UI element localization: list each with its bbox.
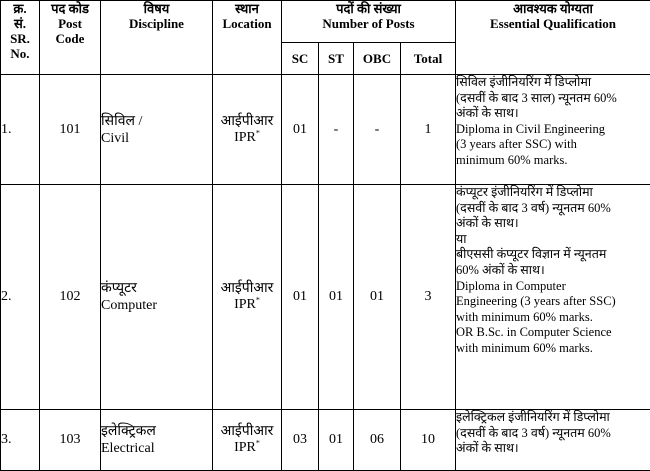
header-qualification <box>456 1 650 75</box>
header-sr-line: SR. <box>1 31 39 46</box>
post-code-cell: 103 <box>40 410 101 471</box>
location-cell <box>213 75 282 185</box>
qualification-line: minimum 60% marks. <box>456 153 650 169</box>
discipline-line: Civil <box>101 130 212 147</box>
st-count-cell: 01 <box>319 185 354 410</box>
sr-number-cell: 3. <box>1 410 40 471</box>
qualification-line: अंकों के साथ। <box>456 441 650 457</box>
qualification-line: 60% अंकों के साथ। <box>456 263 650 279</box>
sr-number-cell: 1. <box>1 75 40 185</box>
qualification-line: OR B.Sc. in Computer Science <box>456 325 650 341</box>
location-hindi: आईपीआर <box>213 114 281 130</box>
st-count-cell: - <box>319 75 354 185</box>
post-code-cell: 101 <box>40 75 101 185</box>
qualification-line: with minimum 60% marks. <box>456 310 650 326</box>
obc-count-cell: 01 <box>354 185 401 410</box>
qualification-line: Diploma in Computer <box>456 279 650 295</box>
header-post-code <box>40 1 101 75</box>
location-code: IPR <box>234 297 256 312</box>
header-sr-line: क्र. <box>1 1 39 16</box>
header-sr-line: No. <box>1 46 39 61</box>
sc-count-cell: 01 <box>282 185 319 410</box>
header-st: ST <box>319 43 354 75</box>
qualification-line: (दसवीं के बाद 3 वर्ष) न्यूनतम 60% <box>456 426 650 442</box>
discipline-line: Electrical <box>101 440 212 457</box>
qualification-line: इलेक्ट्रिकल इंजीनियरिंग में डिप्लोमा <box>456 410 650 426</box>
location-code: IPR <box>234 440 256 455</box>
header-obc: OBC <box>354 43 401 75</box>
header-number-of-posts <box>282 1 456 43</box>
header-qualification-line: आवश्यक योग्यता <box>456 1 650 16</box>
qualification-cell <box>456 185 650 410</box>
header-total: Total <box>401 43 456 75</box>
total-count-cell: 10 <box>401 410 456 471</box>
header-sr-line: सं. <box>1 16 39 31</box>
header-post-code-line: पद कोड <box>40 1 100 16</box>
header-location-line: स्थान <box>213 1 281 16</box>
sc-count-cell: 01 <box>282 75 319 185</box>
qualification-line: अंकों के साथ। <box>456 216 650 232</box>
qualification-line: Diploma in Civil Engineering <box>456 122 650 138</box>
sr-number-cell: 2. <box>1 185 40 410</box>
qualification-line: (दसवीं के बाद 3 साल) न्यूनतम 60% <box>456 91 650 107</box>
total-count-cell: 1 <box>401 75 456 185</box>
qualification-line: (3 years after SSC) with <box>456 137 650 153</box>
discipline-line: इलेक्ट्रिकल <box>101 423 212 440</box>
table-body <box>1 75 650 471</box>
qualification-cell <box>456 75 650 185</box>
st-count-cell: 01 <box>319 410 354 471</box>
location-cell <box>213 185 282 410</box>
qualification-line: या <box>456 232 650 248</box>
header-sc: SC <box>282 43 319 75</box>
location-hindi: आईपीआर <box>213 281 281 297</box>
discipline-cell <box>101 75 213 185</box>
location-english <box>213 297 281 313</box>
qualification-line: Engineering (3 years after SSC) <box>456 294 650 310</box>
qualification-line: अंकों के साथ। <box>456 106 650 122</box>
discipline-line: कंप्यूटर <box>101 280 212 297</box>
table-row <box>1 410 650 471</box>
discipline-cell <box>101 410 213 471</box>
discipline-line: Computer <box>101 297 212 314</box>
header-discipline-line: विषय <box>101 1 212 16</box>
discipline-line: सिविल / <box>101 113 212 130</box>
location-english <box>213 440 281 456</box>
qualification-cell <box>456 410 650 471</box>
header-sr-no <box>1 1 40 75</box>
obc-count-cell: 06 <box>354 410 401 471</box>
header-qualification-line: Essential Qualification <box>456 16 650 31</box>
obc-count-cell: - <box>354 75 401 185</box>
header-number-of-posts-line: पदों की संख्या <box>282 1 455 16</box>
location-code: IPR <box>234 130 256 145</box>
table-row <box>1 185 650 410</box>
qualification-line: सिविल इंजीनियरिंग में डिप्लोमा <box>456 75 650 91</box>
qualification-line: बीएससी कंप्यूटर विज्ञान में न्यूनतम <box>456 247 650 263</box>
location-cell <box>213 410 282 471</box>
qualification-line: with minimum 60% marks. <box>456 341 650 357</box>
location-footnote-mark: * <box>256 128 260 137</box>
location-footnote-mark: * <box>256 295 260 304</box>
qualification-line: (दसवीं के बाद 3 वर्ष) न्यूनतम 60% <box>456 201 650 217</box>
table-row <box>1 75 650 185</box>
header-location <box>213 1 282 75</box>
header-post-code-line: Post <box>40 16 100 31</box>
header-number-of-posts-line: Number of Posts <box>282 16 455 31</box>
header-discipline <box>101 1 213 75</box>
total-count-cell: 3 <box>401 185 456 410</box>
post-code-cell: 102 <box>40 185 101 410</box>
discipline-cell <box>101 185 213 410</box>
qualification-line: कंप्यूटर इंजीनियरिंग में डिप्लोमा <box>456 185 650 201</box>
location-hindi: आईपीआर <box>213 424 281 440</box>
location-footnote-mark: * <box>256 438 260 447</box>
location-english <box>213 130 281 146</box>
header-post-code-line: Code <box>40 31 100 46</box>
header-discipline-line: Discipline <box>101 16 212 31</box>
sc-count-cell: 03 <box>282 410 319 471</box>
header-location-line: Location <box>213 16 281 31</box>
